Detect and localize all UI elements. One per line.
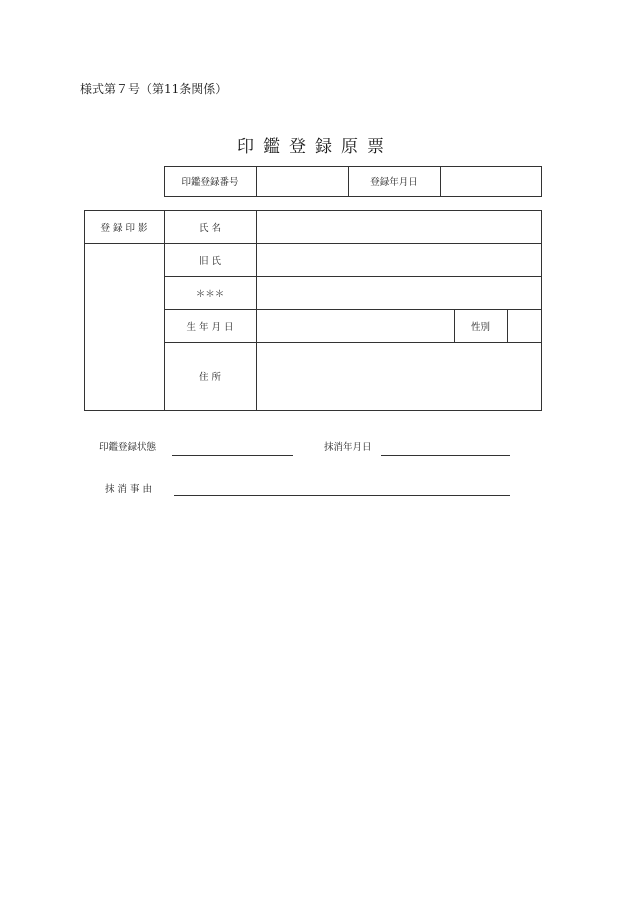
- registration-number-label: 印鑑登録番号: [181, 177, 239, 188]
- former-name-label: 旧 氏: [198, 255, 222, 267]
- registration-date-label: 登録年月日: [370, 177, 418, 188]
- address-label: 住 所: [198, 372, 222, 383]
- former-name-field[interactable]: [256, 243, 541, 276]
- cancel-reason-underline[interactable]: [174, 495, 510, 496]
- birthdate-label: 生 年 月 日: [186, 321, 234, 333]
- name-label: 氏 名: [198, 222, 222, 234]
- top-table-divider: [541, 166, 542, 197]
- seal-impression-label: 登 録 印 影: [100, 222, 148, 234]
- cancel-reason-label: 抹 消 事 由: [105, 484, 153, 495]
- seal-impression-area[interactable]: [84, 243, 164, 410]
- main-table-border-right: [541, 210, 542, 411]
- gender-field[interactable]: [507, 309, 541, 342]
- cancel-date-underline[interactable]: [381, 455, 510, 456]
- name-field[interactable]: [256, 210, 541, 243]
- document-title: 印鑑登録原票: [237, 137, 393, 157]
- main-table-border-bottom: [84, 410, 542, 411]
- status-label: 印鑑登録状態: [99, 442, 157, 453]
- gender-label: 性別: [470, 321, 490, 333]
- registration-date-field[interactable]: [440, 166, 541, 196]
- cancel-date-label: 抹消年月日: [324, 442, 372, 453]
- masked-label: ＊＊＊: [195, 288, 225, 300]
- address-field[interactable]: [256, 342, 541, 410]
- form-number: 様式第７号（第11条関係）: [80, 82, 228, 96]
- registration-number-field[interactable]: [256, 166, 348, 196]
- birthdate-field[interactable]: [256, 309, 454, 342]
- masked-field[interactable]: [256, 276, 541, 309]
- status-underline[interactable]: [172, 455, 293, 456]
- top-table-border-bottom: [164, 196, 542, 197]
